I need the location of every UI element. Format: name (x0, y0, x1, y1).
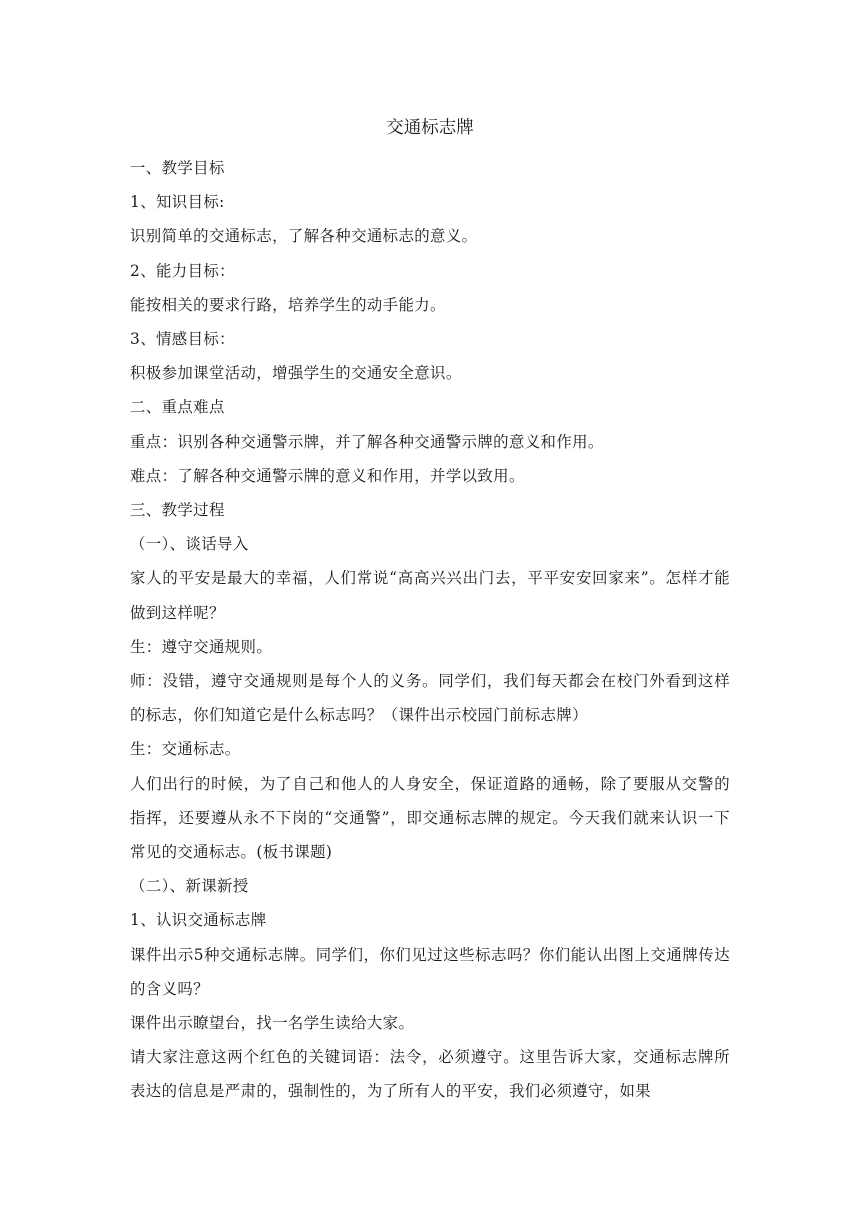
subheading-introduction: （一）、谈话导入 (130, 535, 249, 554)
paragraph: 积极参加课堂活动，增强学生的交通安全意识。 (130, 364, 462, 383)
paragraph: 人们出行的时候，为了自己和他人的人身安全，保证道路的通畅，除了要服从交警的指挥，还要遵从永不下岗的“交通警”，即交通标志牌的规定。今天我们就来认识一下常见的交通标志。(板书课题) (130, 774, 730, 862)
paragraph: 课件出示瞭望台，找一名学生读给大家。 (130, 1014, 415, 1033)
paragraph-student-reply: 生：遵守交通规则。 (130, 637, 273, 656)
paragraph-teacher-remark: 师：没错，遵守交通规则是每个人的义务。同学们，我们每天都会在校门外看到这样的标志，你们知道它是什么标志吗？（课件出示校园门前标志牌） (130, 672, 730, 725)
heading-teaching-process: 三、教学过程 (130, 501, 225, 520)
subheading-new-lesson: （二）、新课新授 (130, 877, 249, 896)
paragraph: 请大家注意这两个红色的关键词语：法令，必须遵守。这里告诉大家，交通标志牌所表达的信息是严肃的，强制性的，为了所有人的平安，我们必须遵守，如果 (130, 1048, 730, 1101)
subheading-ability-goal: 2、能力目标： (130, 261, 235, 280)
subheading-recognize-signs: 1、认识交通标志牌 (130, 911, 267, 930)
paragraph: 能按相关的要求行路，培养学生的动手能力。 (130, 295, 446, 314)
paragraph-student-reply: 生：交通标志。 (130, 740, 241, 759)
paragraph: 识别简单的交通标志，了解各种交通标志的意义。 (130, 227, 478, 246)
paragraph: 课件出示5种交通标志牌。同学们，你们见过这些标志吗？你们能认出图上交通牌传达的含义吗？ (130, 945, 730, 998)
document-page (130, 113, 730, 1109)
heading-teaching-goals: 一、教学目标 (130, 159, 225, 177)
paragraph-key-point: 重点：识别各种交通警示牌，并了解各种交通警示牌的意义和作用。 (130, 432, 604, 451)
subheading-knowledge-goal: 1、知识目标: (130, 193, 225, 212)
heading-key-points: 二、重点难点 (130, 398, 225, 417)
subheading-emotion-goal: 3、情感目标： (130, 330, 235, 349)
document-title: 交通标志牌 (386, 118, 474, 138)
paragraph: 家人的平安是最大的幸福，人们常说“高高兴兴出门去，平平安安回家来”。怎样才能做到这样呢？ (130, 569, 730, 622)
paragraph-difficulty: 难点：了解各种交通警示牌的意义和作用，并学以致用。 (130, 466, 525, 485)
